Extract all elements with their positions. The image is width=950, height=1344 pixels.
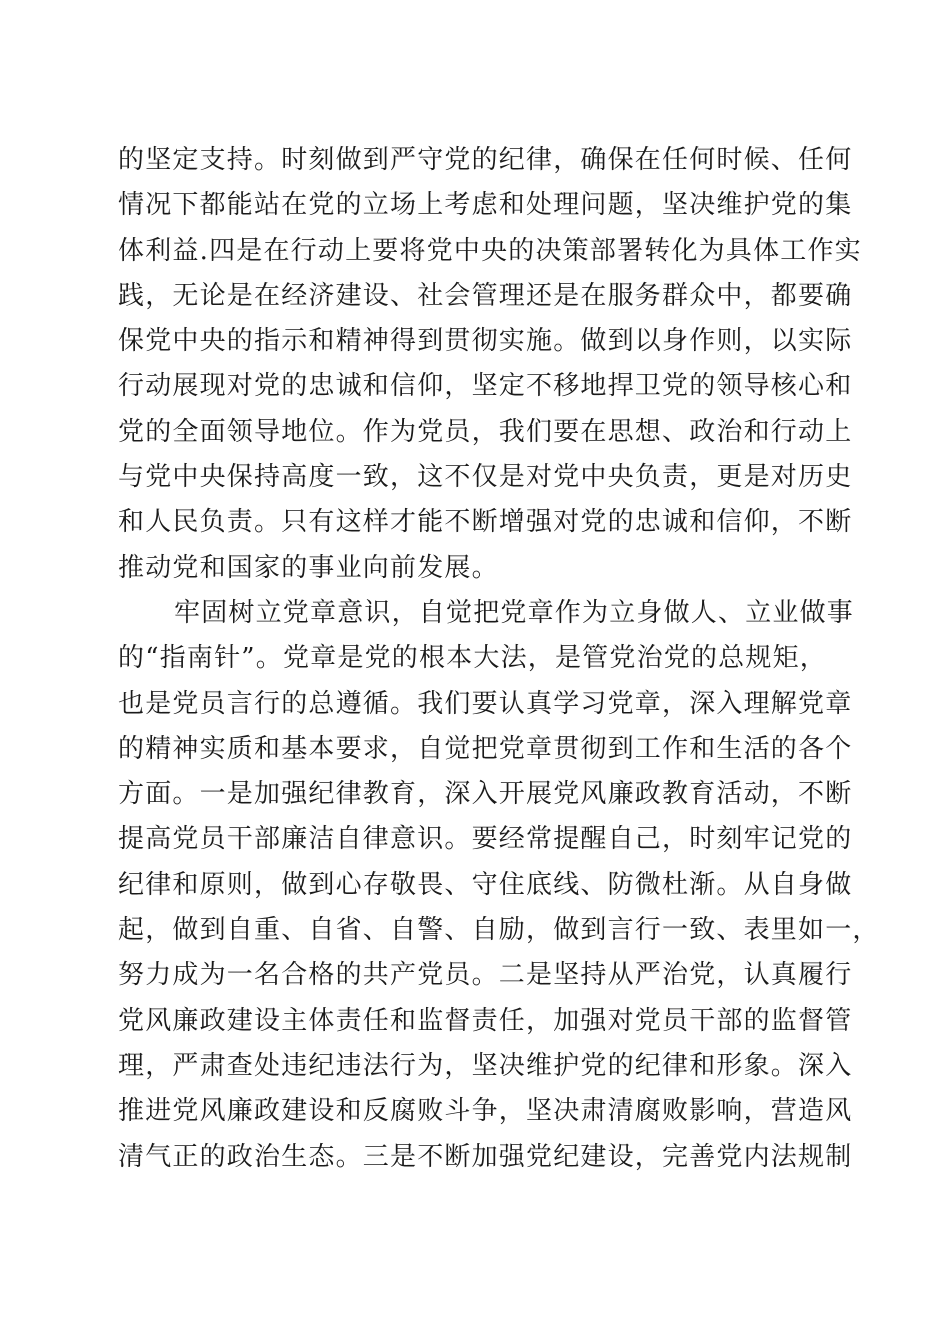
- text-line: 推进党风廉政建设和反腐败斗争，坚决肃清腐败影响，营造风: [118, 1096, 853, 1127]
- text-line: 努力成为一名合格的共产党员。二是坚持从严治党，认真履行: [118, 960, 853, 991]
- text-line: 践，无论是在经济建设、社会管理还是在服务群众中，都要确: [118, 280, 853, 311]
- text-line: 理，严肃查处违纪违法行为，坚决维护党的纪律和形象。深入: [118, 1050, 853, 1081]
- text-line: 的“指南针”。党章是党的根本大法，是管党治党的总规矩，: [118, 643, 827, 674]
- text-line: 情况下都能站在党的立场上考虑和处理问题，坚决维护党的集: [118, 190, 853, 221]
- text-line: 与党中央保持高度一致，这不仅是对党中央负责，更是对历史: [118, 462, 853, 493]
- text-line: 方面。一是加强纪律教育，深入开展党风廉政教育活动，不断: [118, 779, 853, 810]
- text-line: 的坚定支持。时刻做到严守党的纪律，确保在任何时候、任何: [118, 145, 853, 175]
- paragraph-2: [118, 591, 880, 1180]
- paragraph-1: [118, 138, 862, 591]
- text-line: 行动展现对党的忠诚和信仰，坚定不移地捍卫党的领导核心和: [118, 371, 853, 402]
- document-body: [118, 138, 880, 1180]
- text-line: 起，做到自重、自省、自警、自励，做到言行一致、表里如一，: [118, 915, 880, 946]
- text-line: 也是党员言行的总遵循。我们要认真学习党章，深入理解党章: [118, 688, 853, 719]
- text-line: 党的全面领导地位。作为党员，我们要在思想、政治和行动上: [118, 416, 853, 447]
- text-line-first: 牢固树立党章意识，自觉把党章作为立身做人、立业做事: [174, 597, 855, 628]
- text-line: 推动党和国家的事业向前发展。: [118, 552, 499, 583]
- text-line: 体利益.四是在行动上要将党中央的决策部署转化为具体工作实: [118, 235, 862, 266]
- text-line: 提高党员干部廉洁自律意识。要经常提醒自己，时刻牢记党的: [118, 824, 853, 855]
- text-line: 清气正的政治生态。三是不断加强党纪建设，完善党内法规制: [118, 1141, 853, 1172]
- text-line: 的精神实质和基本要求，自觉把党章贯彻到工作和生活的各个: [118, 733, 853, 764]
- text-line: 和人民负责。只有这样才能不断增强对党的忠诚和信仰，不断: [118, 507, 853, 538]
- text-line: 党风廉政建设主体责任和监督责任，加强对党员干部的监督管: [118, 1005, 853, 1036]
- text-line: 纪律和原则，做到心存敬畏、守住底线、防微杜渐。从自身做: [118, 869, 853, 900]
- text-line: 保党中央的指示和精神得到贯彻实施。做到以身作则，以实际: [118, 326, 853, 357]
